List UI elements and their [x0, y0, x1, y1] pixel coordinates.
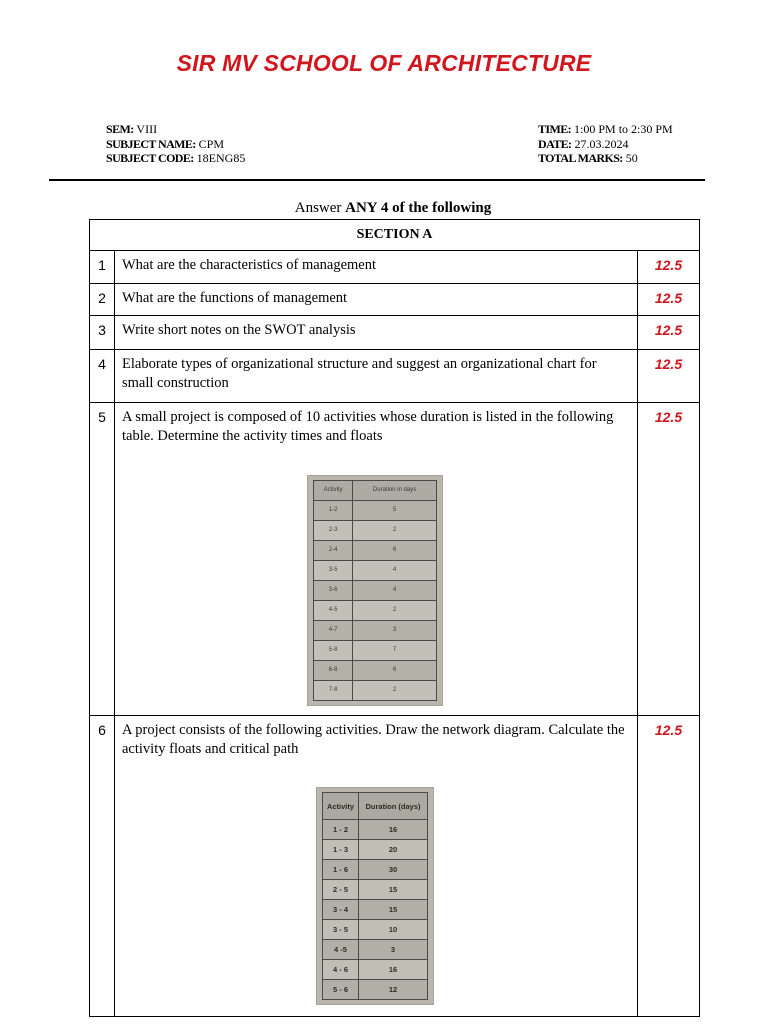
table-header: Activity	[323, 793, 358, 820]
date-label: DATE:	[538, 136, 572, 151]
activity-cell: 1 - 2	[323, 820, 358, 840]
time-value: 1:00 PM to 2:30 PM	[574, 122, 673, 136]
question-content	[115, 403, 638, 716]
instruction-emphasis: ANY 4 of the following	[345, 200, 492, 216]
exam-meta-left	[106, 122, 245, 166]
subject-name-row	[106, 137, 245, 152]
duration-cell: 5	[352, 501, 437, 521]
table-row	[314, 581, 437, 601]
subject-code-label: SUBJECT CODE:	[106, 151, 194, 165]
duration-cell: 15	[358, 900, 428, 920]
duration-cell: 15	[358, 880, 428, 900]
total-marks-value: 50	[625, 151, 638, 165]
activity-cell: 4-7	[314, 621, 352, 641]
activity-duration-table-image	[317, 788, 433, 1004]
activity-cell: 2-3	[314, 521, 352, 541]
subject-name-label: SUBJECT NAME:	[106, 136, 196, 151]
time-label: TIME:	[538, 122, 572, 136]
table-row	[323, 920, 428, 940]
question-row	[90, 251, 700, 284]
activity-duration-table	[313, 480, 437, 701]
semester-value: VIII	[136, 122, 158, 136]
table-row	[314, 661, 437, 681]
activity-cell: 5 - 6	[323, 980, 358, 1000]
duration-cell: 16	[358, 960, 428, 980]
duration-cell: 12	[358, 980, 428, 1000]
activity-cell: 4-5	[314, 601, 352, 621]
activity-cell: 5-8	[314, 641, 352, 661]
table-header: Duration in days	[352, 481, 437, 501]
time-row	[538, 122, 673, 137]
question-text: What are the functions of management	[115, 284, 638, 316]
question-number: 2	[90, 284, 115, 316]
question-marks: 12.5	[637, 316, 699, 350]
duration-cell: 2	[352, 681, 437, 701]
table-row	[314, 601, 437, 621]
duration-cell: 10	[358, 920, 428, 940]
total-marks-row	[538, 151, 673, 166]
table-row	[323, 840, 428, 860]
question-number: 5	[90, 403, 115, 716]
question-row	[90, 316, 700, 350]
date-value: 27.03.2024	[574, 136, 629, 151]
question-number: 6	[90, 716, 115, 1017]
duration-cell: 2	[352, 521, 437, 541]
table-row	[314, 541, 437, 561]
activity-cell: 1 - 3	[323, 840, 358, 860]
table-row	[323, 960, 428, 980]
question-number: 4	[90, 350, 115, 403]
activity-cell: 7-8	[314, 681, 352, 701]
activity-cell: 1 - 6	[323, 860, 358, 880]
date-row	[538, 137, 673, 152]
table-row	[314, 641, 437, 661]
subject-code-row	[106, 151, 245, 166]
activity-cell: 2 - 5	[323, 880, 358, 900]
activity-cell: 4 -5	[323, 940, 358, 960]
header-divider	[49, 179, 705, 181]
question-marks: 12.5	[637, 284, 699, 316]
question-row	[90, 350, 700, 403]
table-row	[314, 681, 437, 701]
table-row	[314, 521, 437, 541]
subject-code-value: 18ENG85	[196, 151, 246, 165]
duration-cell: 16	[358, 820, 428, 840]
duration-cell: 4	[352, 581, 437, 601]
duration-cell: 4	[352, 561, 437, 581]
exam-meta-right	[538, 122, 673, 166]
school-title: SIR MV SCHOOL OF ARCHITECTURE	[176, 50, 592, 76]
duration-cell: 2	[352, 601, 437, 621]
activity-cell: 6-8	[314, 661, 352, 681]
table-row	[314, 621, 437, 641]
table-row	[314, 501, 437, 521]
question-row	[90, 284, 700, 316]
question-text: Elaborate types of organizational structure and suggest an organizational chart for small construction	[115, 350, 638, 403]
total-marks-label: TOTAL MARKS:	[538, 151, 623, 165]
table-row	[314, 561, 437, 581]
section-header-row	[90, 220, 700, 251]
question-text: A small project is composed of 10 activities whose duration is listed in the following table. Determine the activity times and floats	[122, 409, 614, 444]
table-row	[323, 860, 428, 880]
instruction-prefix: Answer	[294, 200, 342, 216]
table-row	[323, 980, 428, 1000]
table-row	[323, 820, 428, 840]
table-header: Activity	[314, 481, 352, 501]
duration-cell: 7	[352, 641, 437, 661]
question-marks: 12.5	[637, 350, 699, 403]
question-number: 1	[90, 251, 115, 284]
duration-cell: 30	[358, 860, 428, 880]
activity-cell: 3 - 5	[323, 920, 358, 940]
table-row	[323, 880, 428, 900]
table-header: Duration (days)	[358, 793, 428, 820]
duration-cell: 3	[358, 940, 428, 960]
semester-label: SEM:	[106, 122, 134, 136]
question-row	[90, 403, 700, 716]
table-row	[323, 900, 428, 920]
semester-row	[106, 122, 245, 137]
question-text: Write short notes on the SWOT analysis	[115, 316, 638, 350]
activity-duration-table	[322, 792, 428, 1000]
question-marks: 12.5	[637, 403, 699, 716]
section-title: SECTION A	[90, 220, 700, 251]
duration-cell: 6	[352, 661, 437, 681]
question-marks: 12.5	[637, 716, 699, 1017]
activity-cell: 3 - 4	[323, 900, 358, 920]
instruction	[0, 200, 768, 217]
activity-cell: 3-6	[314, 581, 352, 601]
subject-name-value: CPM	[198, 136, 225, 151]
activity-cell: 4 - 6	[323, 960, 358, 980]
activity-cell: 1-2	[314, 501, 352, 521]
question-text: A project consists of the following activities. Draw the network diagram. Calculate the activity floats and critical path	[122, 722, 625, 757]
question-table	[89, 219, 700, 1017]
question-row	[90, 716, 700, 1017]
activity-cell: 2-4	[314, 541, 352, 561]
question-marks: 12.5	[637, 251, 699, 284]
question-number: 3	[90, 316, 115, 350]
question-content	[115, 716, 638, 1017]
duration-cell: 6	[352, 541, 437, 561]
table-row	[323, 940, 428, 960]
activity-cell: 3-5	[314, 561, 352, 581]
duration-cell: 3	[352, 621, 437, 641]
duration-cell: 20	[358, 840, 428, 860]
question-text: What are the characteristics of management	[115, 251, 638, 284]
activity-duration-table-image	[308, 476, 442, 705]
